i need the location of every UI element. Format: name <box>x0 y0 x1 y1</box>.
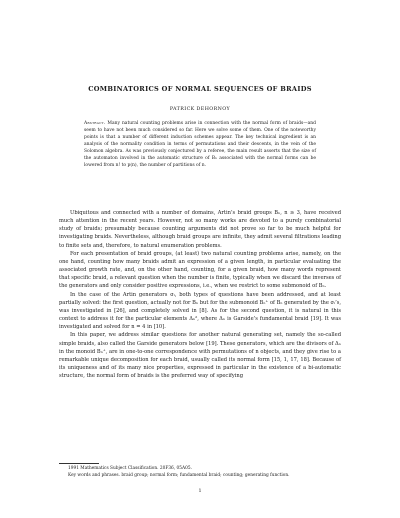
abstract-label: Abstract. <box>84 121 106 126</box>
paper-author: PATRICK DEHORNOY <box>169 107 231 112</box>
paragraph: For each presentation of braid groups, (at least) two natural counting problems arise, namely, on the one hand, counting how many braids admit an expression of a given length, in particular evaluating the associated growth rate, and, on the other hand, counting, for a given braid, how many words represent that specific braid, a relevant question when the number is finite, typically when we discard the inverses of the generators and only consider positive expressions, i.e., when we restrict to some submonoid of Bₙ. <box>59 250 341 290</box>
paragraph: In the case of the Artin generators σᵢ, both types of questions have been addressed, and at least partially solved: the first question, actually not for Bₙ but for the submonoid Bₙ⁺ of Bₙ generated by the σᵢ’s, was investigated in [26], and completely solved in [8]. As for the second question, it is natural in this context to address it for the particular elements Δₙᵈ, where Δₙ is Garside’s fundamental braid [19]. It was investigated and solved for n = 4 in [10]. <box>59 291 341 331</box>
abstract <box>84 121 316 170</box>
footnote-rule <box>59 463 99 464</box>
page-number: 1 <box>198 489 202 494</box>
abstract-text: Many natural counting problems arise in connection with the normal form of braids—and seem to have not been much considered so far. Here we solve some of them. One of the noteworthy points is that a number of different induction schemes appear. The key technical ingredient is an analysis of the normality condition in terms of permutations and their descents, in the vein of the Solomon algebra. As was previously conjectured by a referee, the main result asserts that the size of the automaton involved in the automatic structure of Bₙ associated with the normal forms can be lowered from n! to p(n), the number of partitions of n. <box>84 121 316 168</box>
paragraph: Ubiquitous and connected with a number of domains, Artin’s braid groups Bₙ, n ≥ 3, have received much attention in the recent years. However, not so many works are devoted to a purely combinatorial study of braids; presumably because counting arguments did not prove so far to be much helpful for investigating braids. Nevertheless, although braid groups are infinite, they admit several filtrations leading to finite sets and, therefore, to natural enumeration problems. <box>59 210 341 249</box>
paragraph: In this paper, we address similar questions for another natural generating set, namely the so-called simple braids, also called the Garside generators below [19]. These generators, which are the divisors of Δₙ in the monoid Bₙ⁺, are in one-to-one correspondence with permutations of n objects, and they give rise to a remarkable unique decomposition for each braid, usually called its normal form [15, 1, 17, 18]. Because of its uniqueness and of its many nice properties, expressed in particular in the existence of a bi-automatic structure, the normal form of braids is the preferred way of specifying <box>59 332 341 380</box>
body-text <box>59 209 341 380</box>
footnote-keywords: Key words and phrases. braid group; normal form; fundamental braid; counting; generating function. <box>68 472 290 478</box>
footnotes <box>59 466 341 479</box>
footnote-classification: 1991 Mathematics Subject Classification. 20F36, 05A05. <box>68 466 192 471</box>
paper-title: COMBINATORICS OF NORMAL SEQUENCES OF BRAIDS <box>88 85 312 93</box>
